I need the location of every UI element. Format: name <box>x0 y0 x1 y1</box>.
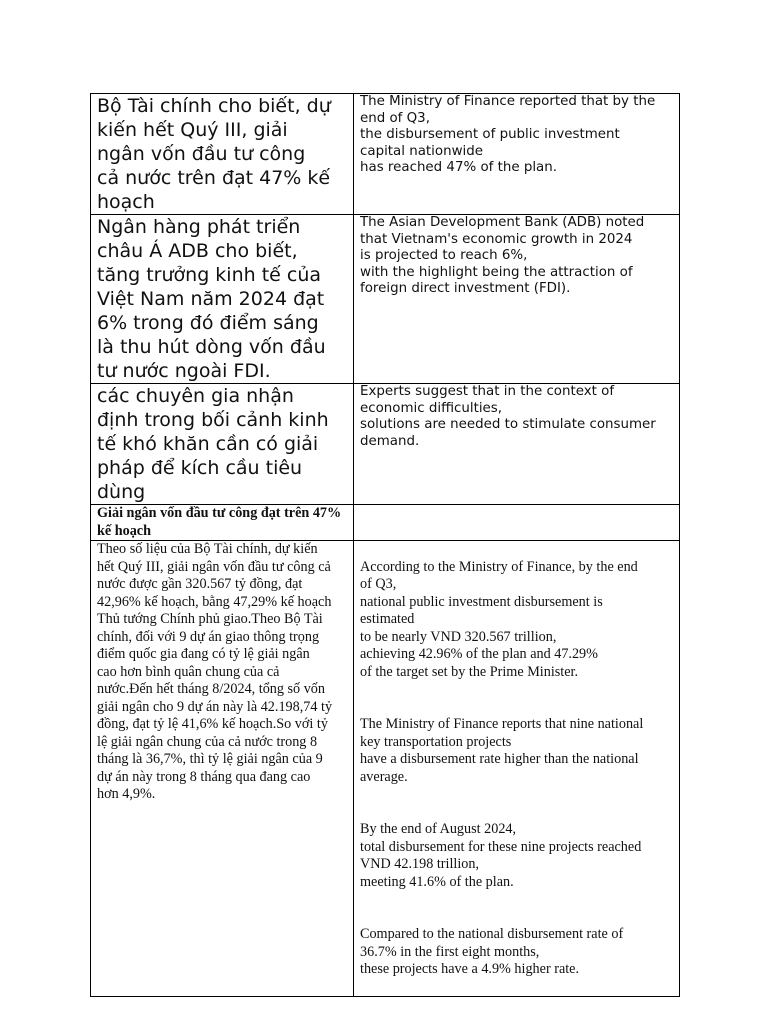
english-paragraph: By the end of August 2024, total disbursement for these nine projects reached VND 42.198 trillion, meeting 41.6% of the plan. <box>360 821 642 890</box>
vietnamese-cell: Bộ Tài chính cho biết, dự kiến hết Quý III, giải ngân vốn đầu tư công cả nước trên đạt 47% kế hoạch <box>91 94 354 215</box>
empty-cell <box>354 505 680 541</box>
translation-table <box>90 93 680 997</box>
english-paragraph: The Ministry of Finance reports that nine national key transportation projects have a disbursement rate higher than the national average. <box>360 716 644 785</box>
english-cell: The Ministry of Finance reported that by the end of Q3, the disbursement of public investment capital nationwide has reached 47% of the plan. <box>354 94 680 215</box>
vietnamese-detail-cell: Theo số liệu của Bộ Tài chính, dự kiến hết Quý III, giải ngân vốn đầu tư công cả nước được gần 320.567 tỷ đồng, đạt 42,96% kế hoạch, bằng 47,29% kế hoạch Thủ tướng Chính phủ giao.Theo Bộ Tài chính, đối với 9 dự án giao thông trọng điểm quốc gia đang có tỷ lệ giải ngân cao hơn bình quân chung của cả nước.Đến hết tháng 8/2024, tổng số vốn giải ngân cho 9 dự án này là 42.198,74 tỷ đồng, đạt tỷ lệ 41,6% kế hoạch.So với tỷ lệ giải ngân chung của cả nước trong 8 tháng là 36,7%, thì tỷ lệ giải ngân của 9 dự án này trong 8 tháng qua đang cao hơn 4,9%. <box>91 541 354 997</box>
english-cell: Experts suggest that in the context of economic difficulties, solutions are needed to stimulate consumer demand. <box>354 384 680 505</box>
table-row <box>91 215 680 384</box>
vietnamese-cell: Ngân hàng phát triển châu Á ADB cho biết, tăng trưởng kinh tế của Việt Nam năm 2024 đạt 6% trong đó điểm sáng là thu hút dòng vốn đầu tư nước ngoài FDI. <box>91 215 354 384</box>
table-row <box>91 94 680 215</box>
table-row <box>91 505 680 541</box>
vietnamese-cell: các chuyên gia nhận định trong bối cảnh kinh tế khó khăn cần có giải pháp để kích cầu tiêu dùng <box>91 384 354 505</box>
english-paragraph: Compared to the national disbursement rate of 36.7% in the first eight months, these projects have a 4.9% higher rate. <box>360 926 624 977</box>
section-heading-cell: Giải ngân vốn đầu tư công đạt trên 47% kế hoạch <box>91 505 354 541</box>
table-row <box>91 541 680 997</box>
table-row <box>91 384 680 505</box>
english-paragraph: According to the Ministry of Finance, by the end of Q3, national public investment disbursement is estimated to be nearly VND 320.567 trillion, achieving 42.96% of the plan and 47.29% of the target set by the Prime Minister. <box>360 558 638 680</box>
english-detail-cell <box>354 541 680 997</box>
english-cell: The Asian Development Bank (ADB) noted that Vietnam's economic growth in 2024 is projected to reach 6%, with the highlight being the attraction of foreign direct investment (FDI). <box>354 215 680 384</box>
